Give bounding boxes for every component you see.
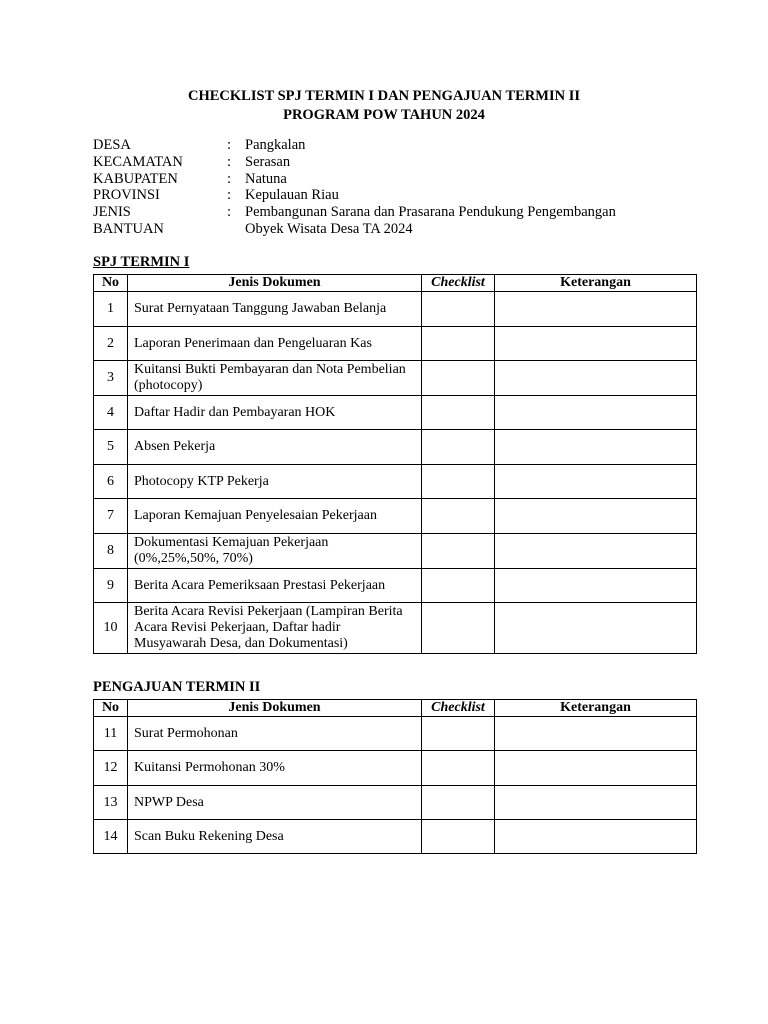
info-label: PROVINSI <box>93 187 160 204</box>
info-row-kecamatan <box>93 154 665 171</box>
info-row-jenis <box>93 204 665 221</box>
checklist-cell[interactable] <box>422 569 495 603</box>
document-name: Absen Pekerja <box>128 430 422 465</box>
info-value: Pembangunan Sarana dan Prasarana Pendukung Pengembangan <box>245 204 616 221</box>
table-row <box>94 327 697 361</box>
column-header-no: No <box>94 700 128 717</box>
keterangan-cell[interactable] <box>495 534 697 569</box>
row-number: 2 <box>94 327 128 361</box>
column-header-doc: Jenis Dokumen <box>128 700 422 717</box>
table-row <box>94 465 697 499</box>
checklist-cell[interactable] <box>422 786 495 820</box>
table-row <box>94 361 697 396</box>
keterangan-cell[interactable] <box>495 327 697 361</box>
table-row <box>94 603 697 654</box>
section-title-spj-termin-1: SPJ TERMIN I <box>93 254 190 270</box>
row-number: 5 <box>94 430 128 465</box>
keterangan-cell[interactable] <box>495 786 697 820</box>
document-name: Berita Acara Revisi Pekerjaan (Lampiran Berita Acara Revisi Pekerjaan, Daftar hadir Musyawarah Desa, dan Dokumentasi) <box>128 603 422 654</box>
row-number: 11 <box>94 717 128 751</box>
keterangan-cell[interactable] <box>495 361 697 396</box>
keterangan-cell[interactable] <box>495 603 697 654</box>
keterangan-cell[interactable] <box>495 465 697 499</box>
table-row <box>94 786 697 820</box>
table-header-row <box>94 700 697 717</box>
document-name: Daftar Hadir dan Pembayaran HOK <box>128 396 422 430</box>
document-name: Berita Acara Pemeriksaan Prestasi Pekerjaan <box>128 569 422 603</box>
keterangan-cell[interactable] <box>495 292 697 327</box>
keterangan-cell[interactable] <box>495 396 697 430</box>
keterangan-cell[interactable] <box>495 499 697 534</box>
table-header-row <box>94 275 697 292</box>
document-name: Laporan Kemajuan Penyelesaian Pekerjaan <box>128 499 422 534</box>
document-subtitle: PROGRAM POW TAHUN 2024 <box>283 107 485 123</box>
info-row-kabupaten <box>93 171 665 188</box>
section-title-pengajuan-termin-2: PENGAJUAN TERMIN II <box>93 679 261 695</box>
info-colon: : <box>227 153 232 170</box>
document-name: Photocopy KTP Pekerja <box>128 465 422 499</box>
column-header-doc: Jenis Dokumen <box>128 275 422 292</box>
keterangan-cell[interactable] <box>495 717 697 751</box>
info-block <box>93 137 665 238</box>
info-value: Kepulauan Riau <box>245 187 339 204</box>
checklist-cell[interactable] <box>422 499 495 534</box>
document-name: Surat Pernyataan Tanggung Jawaban Belanja <box>128 292 422 327</box>
document-name: Surat Permohonan <box>128 717 422 751</box>
table-row <box>94 430 697 465</box>
table-row <box>94 499 697 534</box>
row-number: 9 <box>94 569 128 603</box>
document-name: Laporan Penerimaan dan Pengeluaran Kas <box>128 327 422 361</box>
row-number: 10 <box>94 603 128 654</box>
info-label: DESA <box>93 137 131 153</box>
info-value: Serasan <box>245 153 291 170</box>
checklist-cell[interactable] <box>422 327 495 361</box>
table-row <box>94 820 697 854</box>
row-number: 8 <box>94 534 128 569</box>
table-row <box>94 396 697 430</box>
info-colon: : <box>227 204 232 221</box>
document-name: NPWP Desa <box>128 786 422 820</box>
info-colon: : <box>227 137 232 153</box>
checklist-cell[interactable] <box>422 292 495 327</box>
checklist-cell[interactable] <box>422 534 495 569</box>
spj-termin-1-table <box>93 274 697 654</box>
column-header-checklist: Checklist <box>422 700 495 717</box>
pengajuan-termin-2-table <box>93 699 697 854</box>
row-number: 6 <box>94 465 128 499</box>
keterangan-cell[interactable] <box>495 751 697 786</box>
table-row <box>94 717 697 751</box>
keterangan-cell[interactable] <box>495 430 697 465</box>
info-label: KABUPATEN <box>93 170 178 187</box>
row-number: 13 <box>94 786 128 820</box>
row-number: 12 <box>94 751 128 786</box>
row-number: 7 <box>94 499 128 534</box>
column-header-no: No <box>94 275 128 292</box>
table-row <box>94 534 697 569</box>
info-label: JENIS <box>93 204 131 221</box>
checklist-cell[interactable] <box>422 430 495 465</box>
document-name: Kuitansi Permohonan 30% <box>128 751 422 786</box>
info-value: Pangkalan <box>245 137 306 153</box>
info-value: Natuna <box>245 170 287 187</box>
info-value: Obyek Wisata Desa TA 2024 <box>245 220 413 237</box>
info-row-bantuan <box>93 221 665 238</box>
table-row <box>94 569 697 603</box>
row-number: 1 <box>94 292 128 327</box>
keterangan-cell[interactable] <box>495 820 697 854</box>
info-colon: : <box>227 187 232 204</box>
info-colon: : <box>227 170 232 187</box>
checklist-cell[interactable] <box>422 603 495 654</box>
column-header-keterangan: Keterangan <box>495 275 697 292</box>
info-colon <box>227 221 245 238</box>
info-label: KECAMATAN <box>93 153 183 170</box>
row-number: 4 <box>94 396 128 430</box>
document-name: Dokumentasi Kemajuan Pekerjaan (0%,25%,50%, 70%) <box>128 534 422 569</box>
checklist-cell[interactable] <box>422 465 495 499</box>
table-row <box>94 751 697 786</box>
document-name: Scan Buku Rekening Desa <box>128 820 422 854</box>
info-label: BANTUAN <box>93 220 164 237</box>
checklist-cell[interactable] <box>422 717 495 751</box>
checklist-cell[interactable] <box>422 751 495 786</box>
info-row-provinsi <box>93 187 665 204</box>
checklist-cell[interactable] <box>422 361 495 396</box>
info-row-desa <box>93 137 665 154</box>
column-header-checklist: Checklist <box>422 275 495 292</box>
document-name: Kuitansi Bukti Pembayaran dan Nota Pembelian (photocopy) <box>128 361 422 396</box>
document-title: CHECKLIST SPJ TERMIN I DAN PENGAJUAN TERMIN II <box>188 88 580 104</box>
checklist-cell[interactable] <box>422 820 495 854</box>
column-header-keterangan: Keterangan <box>495 700 697 717</box>
keterangan-cell[interactable] <box>495 569 697 603</box>
row-number: 14 <box>94 820 128 854</box>
checklist-cell[interactable] <box>422 396 495 430</box>
row-number: 3 <box>94 361 128 396</box>
table-row <box>94 292 697 327</box>
